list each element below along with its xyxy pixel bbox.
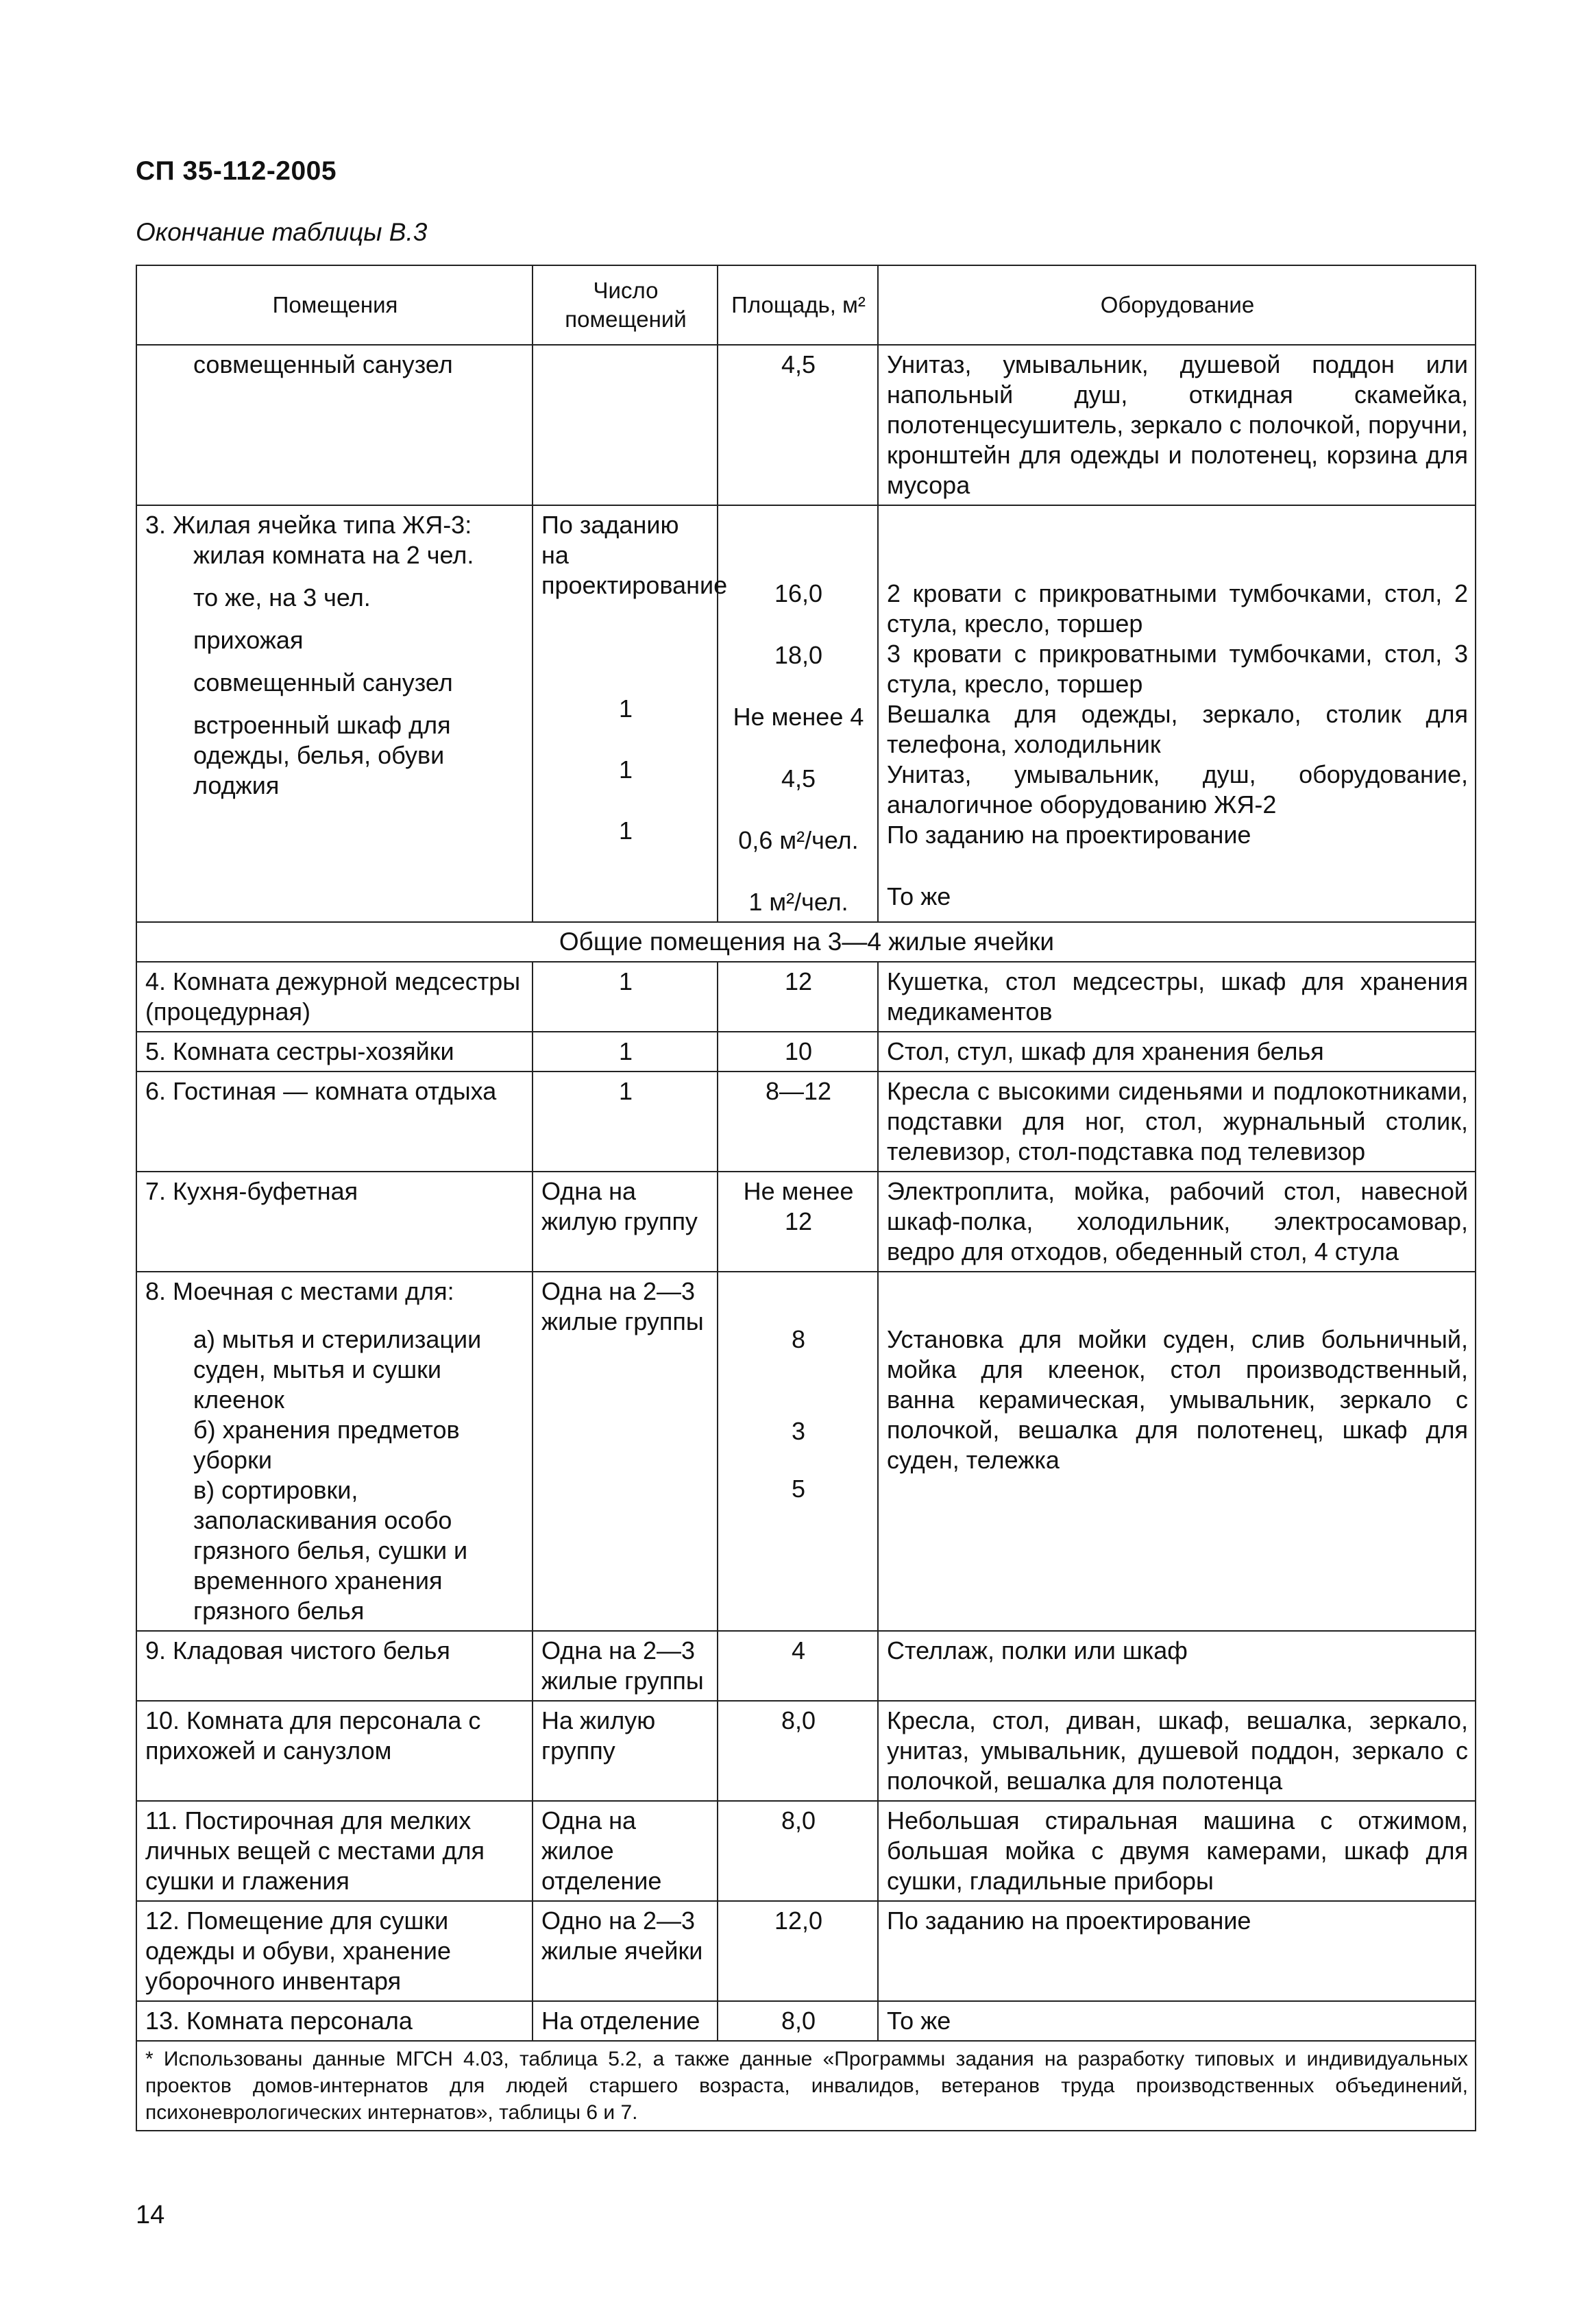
count-cell: 1 bbox=[533, 1032, 718, 1072]
area-value: 18,0 bbox=[774, 641, 823, 669]
count-cell: На жилую группу bbox=[533, 1701, 718, 1801]
room-cell: 11. Постирочная для мелких личных вещей с местами для сушки и глажения bbox=[136, 1801, 533, 1901]
subroom: прихожая bbox=[193, 626, 304, 654]
count-cell: 1 bbox=[533, 1072, 718, 1172]
room-cell: 9. Кладовая чистого белья bbox=[136, 1631, 533, 1701]
room-cell: 5. Комната сестры-хозяйки bbox=[136, 1032, 533, 1072]
document-code: СП 35-112-2005 bbox=[136, 156, 337, 186]
footnote-row bbox=[136, 2041, 1476, 2131]
equipment-cell bbox=[878, 505, 1476, 922]
equipment-cell: Унитаз, умывальник, душевой поддон или напольный душ, откидная скамейка, полотенцесушитель, зеркало с полочкой, поручни, кронштейн для одежды и полотенец, корзина для мусора bbox=[878, 345, 1476, 505]
room-cell: совмещенный санузел bbox=[136, 345, 533, 505]
equipment-table-container bbox=[136, 265, 1475, 2131]
subroom: встроенный шкаф для одежды, белья, обуви bbox=[193, 711, 451, 769]
table-row bbox=[136, 1701, 1476, 1801]
count-cell: Одна на 2—3 жилые группы bbox=[533, 1272, 718, 1631]
col-header-equipment: Оборудование bbox=[878, 265, 1476, 345]
page-number: 14 bbox=[136, 2201, 165, 2229]
equipment-text: 2 кровати с прикроватными тумбочками, стол, 2 стула, кресло, торшер bbox=[887, 579, 1468, 638]
area-cell: 12,0 bbox=[718, 1901, 878, 2001]
room-cell: 10. Комната для персонала с прихожей и санузлом bbox=[136, 1701, 533, 1801]
room-cell: 4. Комната дежурной медсестры (процедурная) bbox=[136, 962, 533, 1032]
count-value: По заданию на проектирование bbox=[541, 511, 728, 599]
subroom: б) хранения предметов уборки bbox=[193, 1416, 460, 1474]
group-title: 8. Моечная с местами для: bbox=[145, 1277, 454, 1305]
area-value: 5 bbox=[791, 1475, 806, 1503]
table-header-row bbox=[136, 265, 1476, 345]
count-cell bbox=[533, 505, 728, 922]
table-row bbox=[136, 1172, 1476, 1272]
area-cell: 4,5 bbox=[718, 345, 878, 505]
count-cell: Одно на 2—3 жилые ячейки bbox=[533, 1901, 718, 2001]
room-cell: 6. Гостиная — комната отдыха bbox=[136, 1072, 533, 1172]
table-footnote: * Использованы данные МГСН 4.03, таблица 5.2, а также данные «Программы задания на разработку типовых и индивидуальных проектов домов-интернатов для людей старшего возраста, инвалидов, ветеранов труда производственных объединений, психоневрологических интернатов», таблицы 6 и 7. bbox=[136, 2041, 1476, 2131]
count-value: 1 bbox=[618, 755, 633, 784]
equipment-text: Унитаз, умывальник, душ, оборудование, аналогичное оборудованию ЖЯ-2 bbox=[887, 760, 1468, 819]
room-cell: 7. Кухня-буфетная bbox=[136, 1172, 533, 1272]
equipment-text: Установка для мойки суден, слив больничный, мойка для клеенок, стол производственный, ванна керамическая, умывальник, зеркало с полочкой, вешалка для полотенец, шкаф для суден, тележка bbox=[887, 1325, 1468, 1474]
table-row bbox=[136, 1631, 1476, 1701]
equipment-cell: Кресла с высокими сиденьями и подлокотниками, подставки для ног, стол, журнальный столик, телевизор, стол-подставка под телевизор bbox=[878, 1072, 1476, 1172]
equipment-cell: По заданию на проектирование bbox=[878, 1901, 1476, 2001]
table-row bbox=[136, 1901, 1476, 2001]
group-title: 3. Жилая ячейка типа ЖЯ-3: bbox=[145, 511, 472, 539]
area-cell: 8,0 bbox=[718, 2001, 878, 2041]
equipment-cell: То же bbox=[878, 2001, 1476, 2041]
equipment-text: Вешалка для одежды, зеркало, столик для телефона, холодильник bbox=[887, 700, 1468, 758]
col-header-area: Площадь, м² bbox=[718, 265, 878, 345]
subroom: совмещенный санузел bbox=[193, 668, 453, 697]
area-cell: 4 bbox=[718, 1631, 878, 1701]
subroom: а) мытья и стерилизации суден, мытья и сушки клеенок bbox=[193, 1325, 482, 1414]
table-row bbox=[136, 962, 1476, 1032]
subroom: жилая комната на 2 чел. bbox=[193, 541, 474, 569]
equipment-cell: Стеллаж, полки или шкаф bbox=[878, 1631, 1476, 1701]
equipment-text: 3 кровати с прикроватными тумбочками, стол, 3 стула, кресло, торшер bbox=[887, 640, 1468, 698]
equipment-cell bbox=[878, 1272, 1476, 1631]
table-row bbox=[136, 1801, 1476, 1901]
area-cell: 8,0 bbox=[718, 1801, 878, 1901]
table-row bbox=[136, 1032, 1476, 1072]
area-cell bbox=[718, 1272, 878, 1631]
equipment-cell: Кушетка, стол медсестры, шкаф для хранения медикаментов bbox=[878, 962, 1476, 1032]
count-cell: Одна на 2—3 жилые группы bbox=[533, 1631, 718, 1701]
table-row bbox=[136, 1072, 1476, 1172]
room-cell: 12. Помещение для сушки одежды и обуви, хранение уборочного инвентаря bbox=[136, 1901, 533, 2001]
area-cell: 10 bbox=[718, 1032, 878, 1072]
count-cell bbox=[533, 345, 718, 505]
equipment-text: То же bbox=[887, 882, 951, 910]
area-value: 16,0 bbox=[774, 579, 823, 607]
equipment-cell: Стол, стул, шкаф для хранения белья bbox=[878, 1032, 1476, 1072]
col-header-count: Число помещений bbox=[533, 265, 718, 345]
table-row bbox=[136, 345, 1476, 505]
table-row bbox=[136, 1272, 1476, 1631]
equipment-cell: Небольшая стиральная машина с отжимом, большая мойка с двумя камерами, шкаф для сушки, гладильные приборы bbox=[878, 1801, 1476, 1901]
subroom: в) сортировки, заполаскивания особо грязного белья, сушки и временного хранения грязного белья bbox=[193, 1476, 468, 1625]
area-value: Не менее 4 bbox=[733, 703, 864, 731]
area-value: 8 bbox=[791, 1325, 806, 1353]
area-value: 0,6 м²/чел. bbox=[738, 826, 859, 854]
equipment-table bbox=[136, 265, 1476, 2131]
count-cell: На отделение bbox=[533, 2001, 718, 2041]
area-value: 1 м²/чел. bbox=[748, 888, 848, 916]
area-cell: 8—12 bbox=[718, 1072, 878, 1172]
subroom: лоджия bbox=[193, 771, 280, 799]
area-value: 4,5 bbox=[781, 764, 816, 792]
equipment-text: По заданию на проектирование bbox=[887, 821, 1251, 849]
room-cell: 13. Комната персонала bbox=[136, 2001, 533, 2041]
area-value: 3 bbox=[791, 1417, 806, 1445]
section-title: Общие помещения на 3—4 жилые ячейки bbox=[136, 922, 1476, 962]
table-caption: Окончание таблицы В.3 bbox=[136, 218, 428, 246]
col-header-room: Помещения bbox=[136, 265, 533, 345]
subroom: то же, на 3 чел. bbox=[193, 583, 371, 612]
section-row bbox=[136, 922, 1476, 962]
table-row bbox=[136, 2001, 1476, 2041]
area-cell: 12 bbox=[718, 962, 878, 1032]
table-row-group-3 bbox=[136, 505, 1476, 922]
count-cell: 1 bbox=[533, 962, 718, 1032]
area-cell: 8,0 bbox=[718, 1701, 878, 1801]
count-cell: Одна на жилое отделение bbox=[533, 1801, 718, 1901]
room-cell bbox=[136, 1272, 533, 1631]
area-cell bbox=[718, 505, 878, 922]
equipment-cell: Электроплита, мойка, рабочий стол, навесной шкаф-полка, холодильник, электросамовар, ведро для отходов, обеденный стол, 4 стула bbox=[878, 1172, 1476, 1272]
count-value: 1 bbox=[618, 694, 633, 723]
equipment-cell: Кресла, стол, диван, шкаф, вешалка, зеркало, унитаз, умывальник, душевой поддон, зеркало с полочкой, вешалка для полотенца bbox=[878, 1701, 1476, 1801]
count-cell: Одна на жилую группу bbox=[533, 1172, 718, 1272]
count-value: 1 bbox=[618, 816, 633, 845]
area-cell: Не менее 12 bbox=[718, 1172, 878, 1272]
room-cell bbox=[136, 505, 533, 922]
